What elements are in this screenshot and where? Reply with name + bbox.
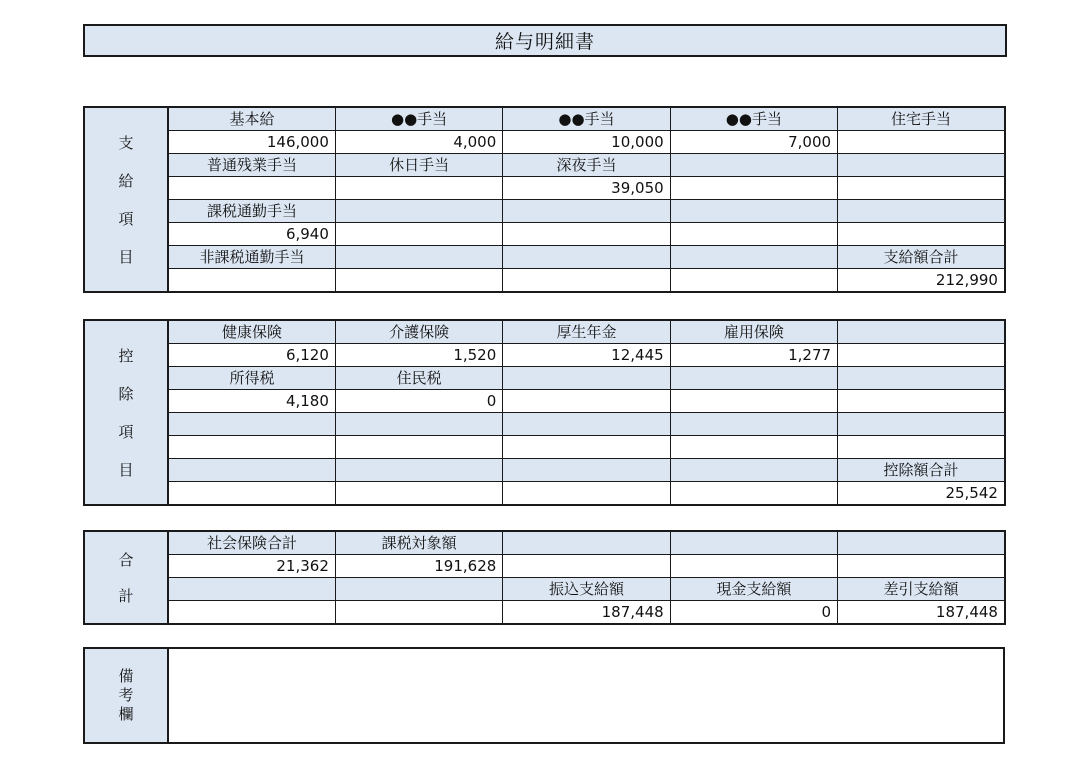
value-row [84,344,1005,367]
item-label-cell: ●●手当 [670,107,837,131]
item-label-cell: 社会保険合計 [168,531,335,555]
item-label-cell [670,154,837,177]
item-label-cell: 現金支給額 [670,578,837,601]
item-value-cell [670,555,837,578]
item-label-cell: 控除額合計 [838,459,1005,482]
item-label-cell: 普通残業手当 [168,154,335,177]
item-label-cell [503,200,670,223]
item-label-cell: 雇用保険 [670,320,837,344]
item-label-cell: 課税対象額 [335,531,502,555]
item-value-cell [503,269,670,293]
item-value-cell [503,482,670,506]
item-label-cell: 休日手当 [335,154,502,177]
payments-label-char: 項 [118,209,134,228]
payment-items-table [83,106,1006,293]
label-row [84,246,1005,269]
item-value-cell [335,601,502,625]
item-value-cell: 146,000 [168,131,335,154]
label-row [84,413,1005,436]
item-label-cell: 住民税 [335,367,502,390]
item-value-cell [670,177,837,200]
label-row [84,154,1005,177]
item-value-cell: 187,448 [503,601,670,625]
item-label-cell: 差引支給額 [838,578,1005,601]
item-label-cell [838,320,1005,344]
value-row [84,223,1005,246]
item-label-cell [838,200,1005,223]
item-value-cell: 191,628 [335,555,502,578]
payments-label-char: 目 [118,247,134,266]
item-label-cell [335,246,502,269]
item-label-cell: 深夜手当 [503,154,670,177]
totals-table [83,530,1006,625]
item-label-cell: 所得税 [168,367,335,390]
item-value-cell [670,390,837,413]
label-row [84,107,1005,131]
deductions-label-char: 項 [118,422,134,441]
value-row [84,555,1005,578]
item-value-cell [503,390,670,413]
payments-section-label [84,107,168,292]
deductions-label-char: 目 [118,460,134,479]
item-label-cell: ●●手当 [335,107,502,131]
remarks-label-char: 欄 [118,705,134,723]
item-label-cell [335,578,502,601]
item-value-cell: 4,180 [168,390,335,413]
item-label-cell [168,413,335,436]
item-value-cell [503,223,670,246]
item-value-cell: 212,990 [838,269,1005,293]
item-value-cell [838,177,1005,200]
item-label-cell [670,246,837,269]
document-title: 給与明細書 [83,24,1007,57]
item-value-cell: 6,120 [168,344,335,367]
item-label-cell [503,531,670,555]
remarks-label-char: 備 [118,667,134,685]
value-row [84,269,1005,293]
item-value-cell: 187,448 [838,601,1005,625]
item-value-cell: 0 [335,390,502,413]
item-label-cell [670,367,837,390]
item-label-cell: 非課税通勤手当 [168,246,335,269]
item-label-cell: 振込支給額 [503,578,670,601]
item-label-cell [503,459,670,482]
item-label-cell [670,200,837,223]
label-row [84,367,1005,390]
item-value-cell [838,436,1005,459]
item-value-cell [168,482,335,506]
item-value-cell [335,482,502,506]
value-row [84,131,1005,154]
item-value-cell: 1,277 [670,344,837,367]
item-label-cell [670,459,837,482]
item-value-cell: 12,445 [503,344,670,367]
item-label-cell [838,531,1005,555]
label-row [84,459,1005,482]
remarks-row [84,648,1004,743]
item-label-cell: 健康保険 [168,320,335,344]
item-label-cell [670,531,837,555]
item-label-cell: ●●手当 [503,107,670,131]
value-row [84,436,1005,459]
item-value-cell: 10,000 [503,131,670,154]
item-label-cell [503,367,670,390]
item-label-cell: 住宅手当 [838,107,1005,131]
item-label-cell: 基本給 [168,107,335,131]
item-value-cell [168,177,335,200]
value-row [84,482,1005,506]
item-label-cell: 厚生年金 [503,320,670,344]
remarks-body [168,648,1004,743]
item-value-cell [335,177,502,200]
label-row [84,578,1005,601]
item-label-cell [838,367,1005,390]
item-label-cell [168,459,335,482]
item-value-cell: 1,520 [335,344,502,367]
totals-label-char: 合 [118,550,134,569]
item-value-cell [335,223,502,246]
item-value-cell: 7,000 [670,131,837,154]
deductions-label-char: 除 [118,384,134,403]
remarks-label-char: 考 [118,686,134,704]
item-label-cell [503,413,670,436]
item-label-cell [503,246,670,269]
item-value-cell [838,555,1005,578]
item-value-cell: 4,000 [335,131,502,154]
item-label-cell [838,413,1005,436]
item-value-cell [503,436,670,459]
item-label-cell [838,154,1005,177]
item-value-cell: 39,050 [503,177,670,200]
item-value-cell [503,555,670,578]
totals-section-label [84,531,168,624]
item-value-cell: 6,940 [168,223,335,246]
label-row [84,531,1005,555]
value-row [84,177,1005,200]
item-label-cell: 課税通勤手当 [168,200,335,223]
label-row [84,200,1005,223]
item-value-cell [838,344,1005,367]
item-value-cell [670,482,837,506]
value-row [84,601,1005,625]
item-value-cell [670,223,837,246]
item-label-cell [335,459,502,482]
value-row [84,390,1005,413]
payments-label-char: 支 [118,133,134,152]
payments-label-char: 給 [118,171,134,190]
remarks-table [83,647,1005,744]
item-value-cell: 0 [670,601,837,625]
remarks-section-label [84,648,168,743]
item-value-cell [335,269,502,293]
deductions-label-char: 控 [118,346,134,365]
deductions-section-label [84,320,168,505]
item-value-cell [168,436,335,459]
item-label-cell [168,578,335,601]
item-value-cell: 21,362 [168,555,335,578]
item-value-cell: 25,542 [838,482,1005,506]
item-value-cell [838,390,1005,413]
label-row [84,320,1005,344]
item-label-cell [670,413,837,436]
item-label-cell: 支給額合計 [838,246,1005,269]
item-value-cell [168,601,335,625]
item-value-cell [670,269,837,293]
item-value-cell [335,436,502,459]
totals-label-char: 計 [118,586,134,605]
deduction-items-table [83,319,1006,506]
item-value-cell [670,436,837,459]
item-value-cell [838,131,1005,154]
item-value-cell [168,269,335,293]
item-label-cell [335,200,502,223]
item-value-cell [838,223,1005,246]
item-label-cell [335,413,502,436]
item-label-cell: 介護保険 [335,320,502,344]
